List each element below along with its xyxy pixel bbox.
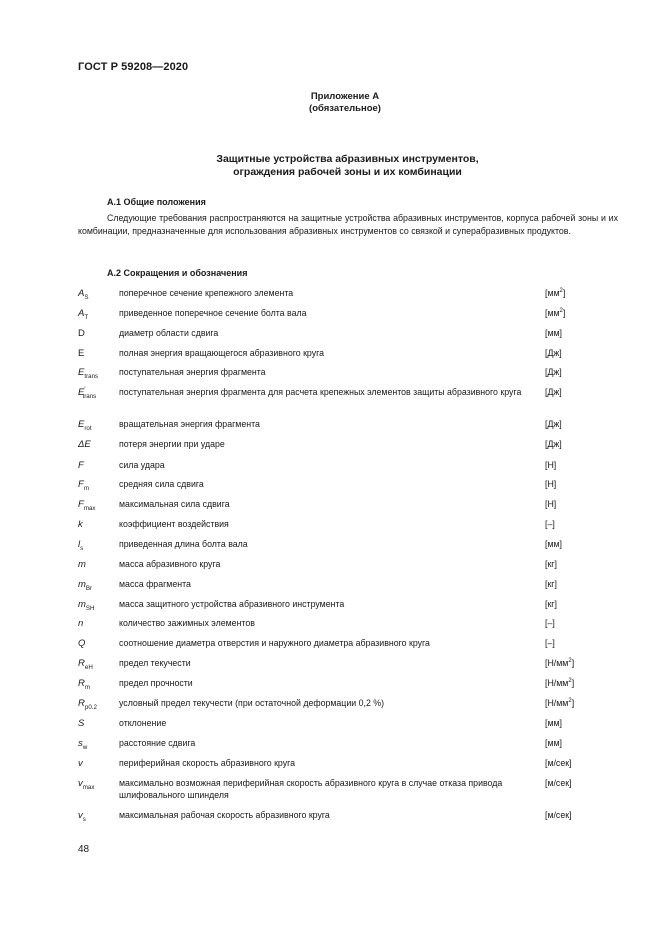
symbol-unit bbox=[545, 328, 562, 340]
annex-status: (обязательное) bbox=[309, 103, 381, 114]
symbol-unit bbox=[545, 778, 572, 790]
unit-text: [Н] bbox=[545, 460, 557, 470]
unit-bracket: ] bbox=[571, 678, 575, 688]
symbol-description: масса абразивного круга bbox=[119, 559, 221, 569]
unit-text: [Н/мм bbox=[545, 658, 569, 668]
symbol-letter: R bbox=[78, 678, 85, 689]
symbol bbox=[78, 479, 89, 491]
unit-text: [Дж] bbox=[545, 387, 562, 397]
symbol-subscript: T bbox=[84, 313, 89, 321]
unit-text: [Н/мм bbox=[545, 698, 569, 708]
symbol-letter: F bbox=[78, 460, 84, 471]
symbol-unit bbox=[545, 599, 557, 611]
symbol bbox=[78, 638, 85, 650]
symbol-description: максимальная рабочая скорость абразивного круга bbox=[119, 810, 330, 820]
unit-text: [Дж] bbox=[545, 439, 562, 449]
symbol-unit bbox=[545, 618, 555, 630]
symbol bbox=[78, 810, 86, 822]
symbol-subscript: m bbox=[83, 484, 89, 492]
symbol-unit bbox=[545, 419, 562, 431]
page-number: 48 bbox=[78, 844, 90, 855]
unit-text: [Дж] bbox=[545, 419, 562, 429]
symbol bbox=[78, 579, 92, 591]
symbol-letter: E bbox=[78, 348, 85, 359]
unit-bracket: ] bbox=[562, 288, 566, 298]
symbol-subscript: S bbox=[84, 293, 89, 301]
symbol-unit bbox=[545, 579, 557, 591]
symbol-subscript: eH bbox=[84, 663, 93, 671]
symbol-subscript: max bbox=[83, 504, 96, 512]
symbol-description: коэффициент воздействия bbox=[119, 519, 229, 529]
symbol-letter: l bbox=[78, 539, 81, 550]
symbol-letter: v bbox=[78, 810, 83, 821]
section-a2-heading: А.2 Сокращения и обозначения bbox=[107, 268, 248, 278]
unit-text: [мм] bbox=[545, 539, 562, 549]
symbol bbox=[78, 718, 84, 730]
symbol bbox=[78, 778, 94, 790]
unit-text: [кг] bbox=[545, 599, 557, 609]
unit-text: [кг] bbox=[545, 579, 557, 589]
symbol-description: условный предел текучести (при остаточной деформации 0,2 %) bbox=[119, 698, 385, 708]
unit-text: [–] bbox=[545, 618, 555, 628]
symbol-letter: A bbox=[78, 288, 85, 299]
symbol bbox=[78, 599, 95, 611]
symbol-description: соотношение диаметра отверстия и наружного диаметра абразивного круга bbox=[119, 638, 430, 648]
symbol bbox=[78, 738, 87, 750]
symbol-description: расстояние сдвига bbox=[119, 738, 196, 748]
symbol-unit bbox=[545, 519, 555, 531]
symbol-letter: k bbox=[78, 519, 83, 530]
unit-text: [Дж] bbox=[545, 348, 562, 358]
symbol bbox=[78, 658, 93, 670]
symbol-letter: v bbox=[78, 758, 83, 769]
title-line-2: ограждения рабочей зоны и их комбинации bbox=[233, 166, 462, 178]
unit-text: [кг] bbox=[545, 559, 557, 569]
symbol-letter: R bbox=[78, 658, 85, 669]
symbol-description: сила удара bbox=[119, 460, 165, 470]
unit-text: [Н] bbox=[545, 499, 557, 509]
unit-exponent: 2 bbox=[568, 678, 572, 685]
symbol-unit bbox=[545, 460, 556, 472]
symbol bbox=[78, 519, 83, 531]
symbol bbox=[78, 618, 83, 630]
symbol-description: предел текучести bbox=[119, 658, 191, 668]
symbol-unit bbox=[545, 479, 556, 491]
symbol-description: приведенная длина болта вала bbox=[119, 539, 248, 549]
unit-text: [мм bbox=[545, 308, 560, 318]
symbol bbox=[78, 678, 90, 690]
symbol-unit bbox=[545, 678, 574, 690]
symbol bbox=[78, 288, 88, 300]
symbol-description: максимально возможная периферийная скорость абразивного круга в случае отказа привода шлифовального шпинделя bbox=[119, 778, 503, 800]
symbol-letter: n bbox=[78, 618, 84, 629]
symbol-description: количество зажимных элементов bbox=[119, 618, 255, 628]
annex-heading bbox=[200, 91, 490, 115]
symbol-description: приведенное поперечное сечение болта вала bbox=[119, 308, 307, 318]
symbol bbox=[78, 308, 88, 320]
symbol-description: вращательная энергия фрагмента bbox=[119, 419, 260, 429]
unit-bracket: ] bbox=[562, 308, 566, 318]
symbol-description: поперечное сечение крепежного элемента bbox=[119, 288, 294, 298]
symbol-letter: m bbox=[78, 579, 86, 590]
symbol-letter: D bbox=[78, 328, 85, 339]
symbol-unit bbox=[545, 718, 562, 730]
symbol-unit bbox=[545, 387, 562, 399]
unit-exponent: 2 bbox=[568, 658, 572, 665]
symbol-subscript: m bbox=[84, 683, 91, 691]
annex-main-title bbox=[150, 153, 545, 179]
symbol-letter: m bbox=[78, 559, 86, 570]
title-line-1: Защитные устройства абразивных инструментов, bbox=[216, 153, 479, 165]
symbol-description: поступательная энергия фрагмента для расчета крепежных элементов защиты абразивного круга bbox=[119, 387, 522, 397]
symbol-unit bbox=[545, 539, 562, 551]
section-a1-text: Следующие требования распространяются на защитные устройства абразивных инструментов, корпуса рабочей зоны и их комбинации, предназначенные для использования абразивных инструментов со связкой и суперабразивных продуктов. bbox=[78, 213, 618, 236]
symbol-letter: Q bbox=[78, 638, 86, 649]
symbol-unit bbox=[545, 367, 562, 379]
unit-exponent: 2 bbox=[559, 308, 563, 315]
symbol bbox=[78, 460, 84, 472]
symbol-subscript: s bbox=[82, 815, 86, 823]
symbol-letter: R bbox=[78, 698, 85, 709]
symbol-subscript: max bbox=[82, 783, 95, 791]
unit-text: [Н/мм bbox=[545, 678, 569, 688]
symbol-subscript: s bbox=[80, 544, 84, 552]
symbol-unit bbox=[545, 288, 565, 300]
symbol-subscript: trans bbox=[84, 372, 99, 380]
symbol-description: предел прочности bbox=[119, 678, 193, 688]
symbol bbox=[78, 758, 83, 770]
symbol-unit bbox=[545, 698, 574, 710]
section-a1-heading: А.1 Общие положения bbox=[107, 197, 206, 207]
symbol-letter: E bbox=[78, 367, 85, 378]
symbol-description: потеря энергии при ударе bbox=[119, 439, 225, 449]
symbol-subscript: rot bbox=[84, 424, 92, 432]
symbol-description: поступательная энергия фрагмента bbox=[119, 367, 266, 377]
symbol-letter: s bbox=[78, 738, 83, 749]
symbol-description: периферийная скорость абразивного круга bbox=[119, 758, 296, 768]
section-a1-paragraph bbox=[78, 212, 618, 238]
symbol-subscript: Br bbox=[85, 584, 93, 592]
symbol-unit bbox=[545, 559, 557, 571]
unit-exponent: 2 bbox=[559, 288, 563, 295]
unit-text: [м/сек] bbox=[545, 758, 572, 768]
symbol bbox=[78, 348, 84, 360]
symbol-unit bbox=[545, 758, 572, 770]
symbol-unit bbox=[545, 499, 556, 511]
symbol-unit bbox=[545, 738, 562, 750]
unit-text: [м/сек] bbox=[545, 778, 572, 788]
unit-exponent: 2 bbox=[568, 698, 572, 705]
symbol-letter: F bbox=[78, 479, 84, 490]
symbol bbox=[78, 419, 92, 431]
unit-text: [мм bbox=[545, 288, 560, 298]
unit-text: [мм] bbox=[545, 738, 562, 748]
symbol bbox=[78, 698, 97, 710]
symbol-subscript: trans bbox=[82, 392, 97, 400]
symbol-unit bbox=[545, 658, 574, 670]
symbol-unit bbox=[545, 308, 565, 320]
symbol-unit bbox=[545, 638, 555, 650]
symbol bbox=[78, 439, 91, 451]
symbol-description: максимальная сила сдвига bbox=[119, 499, 230, 509]
symbol-unit bbox=[545, 348, 562, 360]
symbol bbox=[78, 559, 86, 571]
unit-bracket: ] bbox=[571, 698, 575, 708]
symbol-subscript: SH bbox=[85, 604, 95, 612]
unit-text: [мм] bbox=[545, 718, 562, 728]
symbol-description: полная энергия вращающегося абразивного круга bbox=[119, 348, 325, 358]
symbol bbox=[78, 387, 96, 399]
unit-text: [мм] bbox=[545, 328, 562, 338]
document-header: ГОСТ Р 59208—2020 bbox=[78, 61, 189, 73]
symbol-subscript: w bbox=[82, 743, 88, 751]
unit-text: [Дж] bbox=[545, 367, 562, 377]
unit-text: [м/сек] bbox=[545, 810, 572, 820]
symbol-prime: ′ bbox=[84, 385, 86, 393]
symbol-letter: ΔE bbox=[78, 439, 91, 450]
symbol-letter: A bbox=[78, 308, 85, 319]
symbol-letter: E bbox=[78, 419, 85, 430]
symbol-unit bbox=[545, 810, 572, 822]
symbol-description: масса фрагмента bbox=[119, 579, 191, 589]
annex-title: Приложение А bbox=[310, 91, 380, 102]
symbol-description: масса защитного устройства абразивного инструмента bbox=[119, 599, 345, 609]
symbol bbox=[78, 499, 96, 511]
unit-bracket: ] bbox=[571, 658, 575, 668]
unit-text: [–] bbox=[545, 519, 555, 529]
symbol-letter: v bbox=[78, 778, 83, 789]
symbol-description: диаметр области сдвига bbox=[119, 328, 219, 338]
symbol-description: отклонение bbox=[119, 718, 167, 728]
symbol-letter: m bbox=[78, 599, 86, 610]
symbol bbox=[78, 539, 83, 551]
symbol-unit bbox=[545, 439, 562, 451]
symbol-letter: S bbox=[78, 718, 85, 729]
symbol-letter: F bbox=[78, 499, 84, 510]
symbol bbox=[78, 328, 85, 340]
symbol-subscript: p0.2 bbox=[84, 703, 97, 711]
symbol-description: средняя сила сдвига bbox=[119, 479, 204, 489]
unit-text: [–] bbox=[545, 638, 555, 648]
symbol-letter: E bbox=[78, 387, 85, 398]
unit-text: [Н] bbox=[545, 479, 557, 489]
symbol bbox=[78, 367, 98, 379]
